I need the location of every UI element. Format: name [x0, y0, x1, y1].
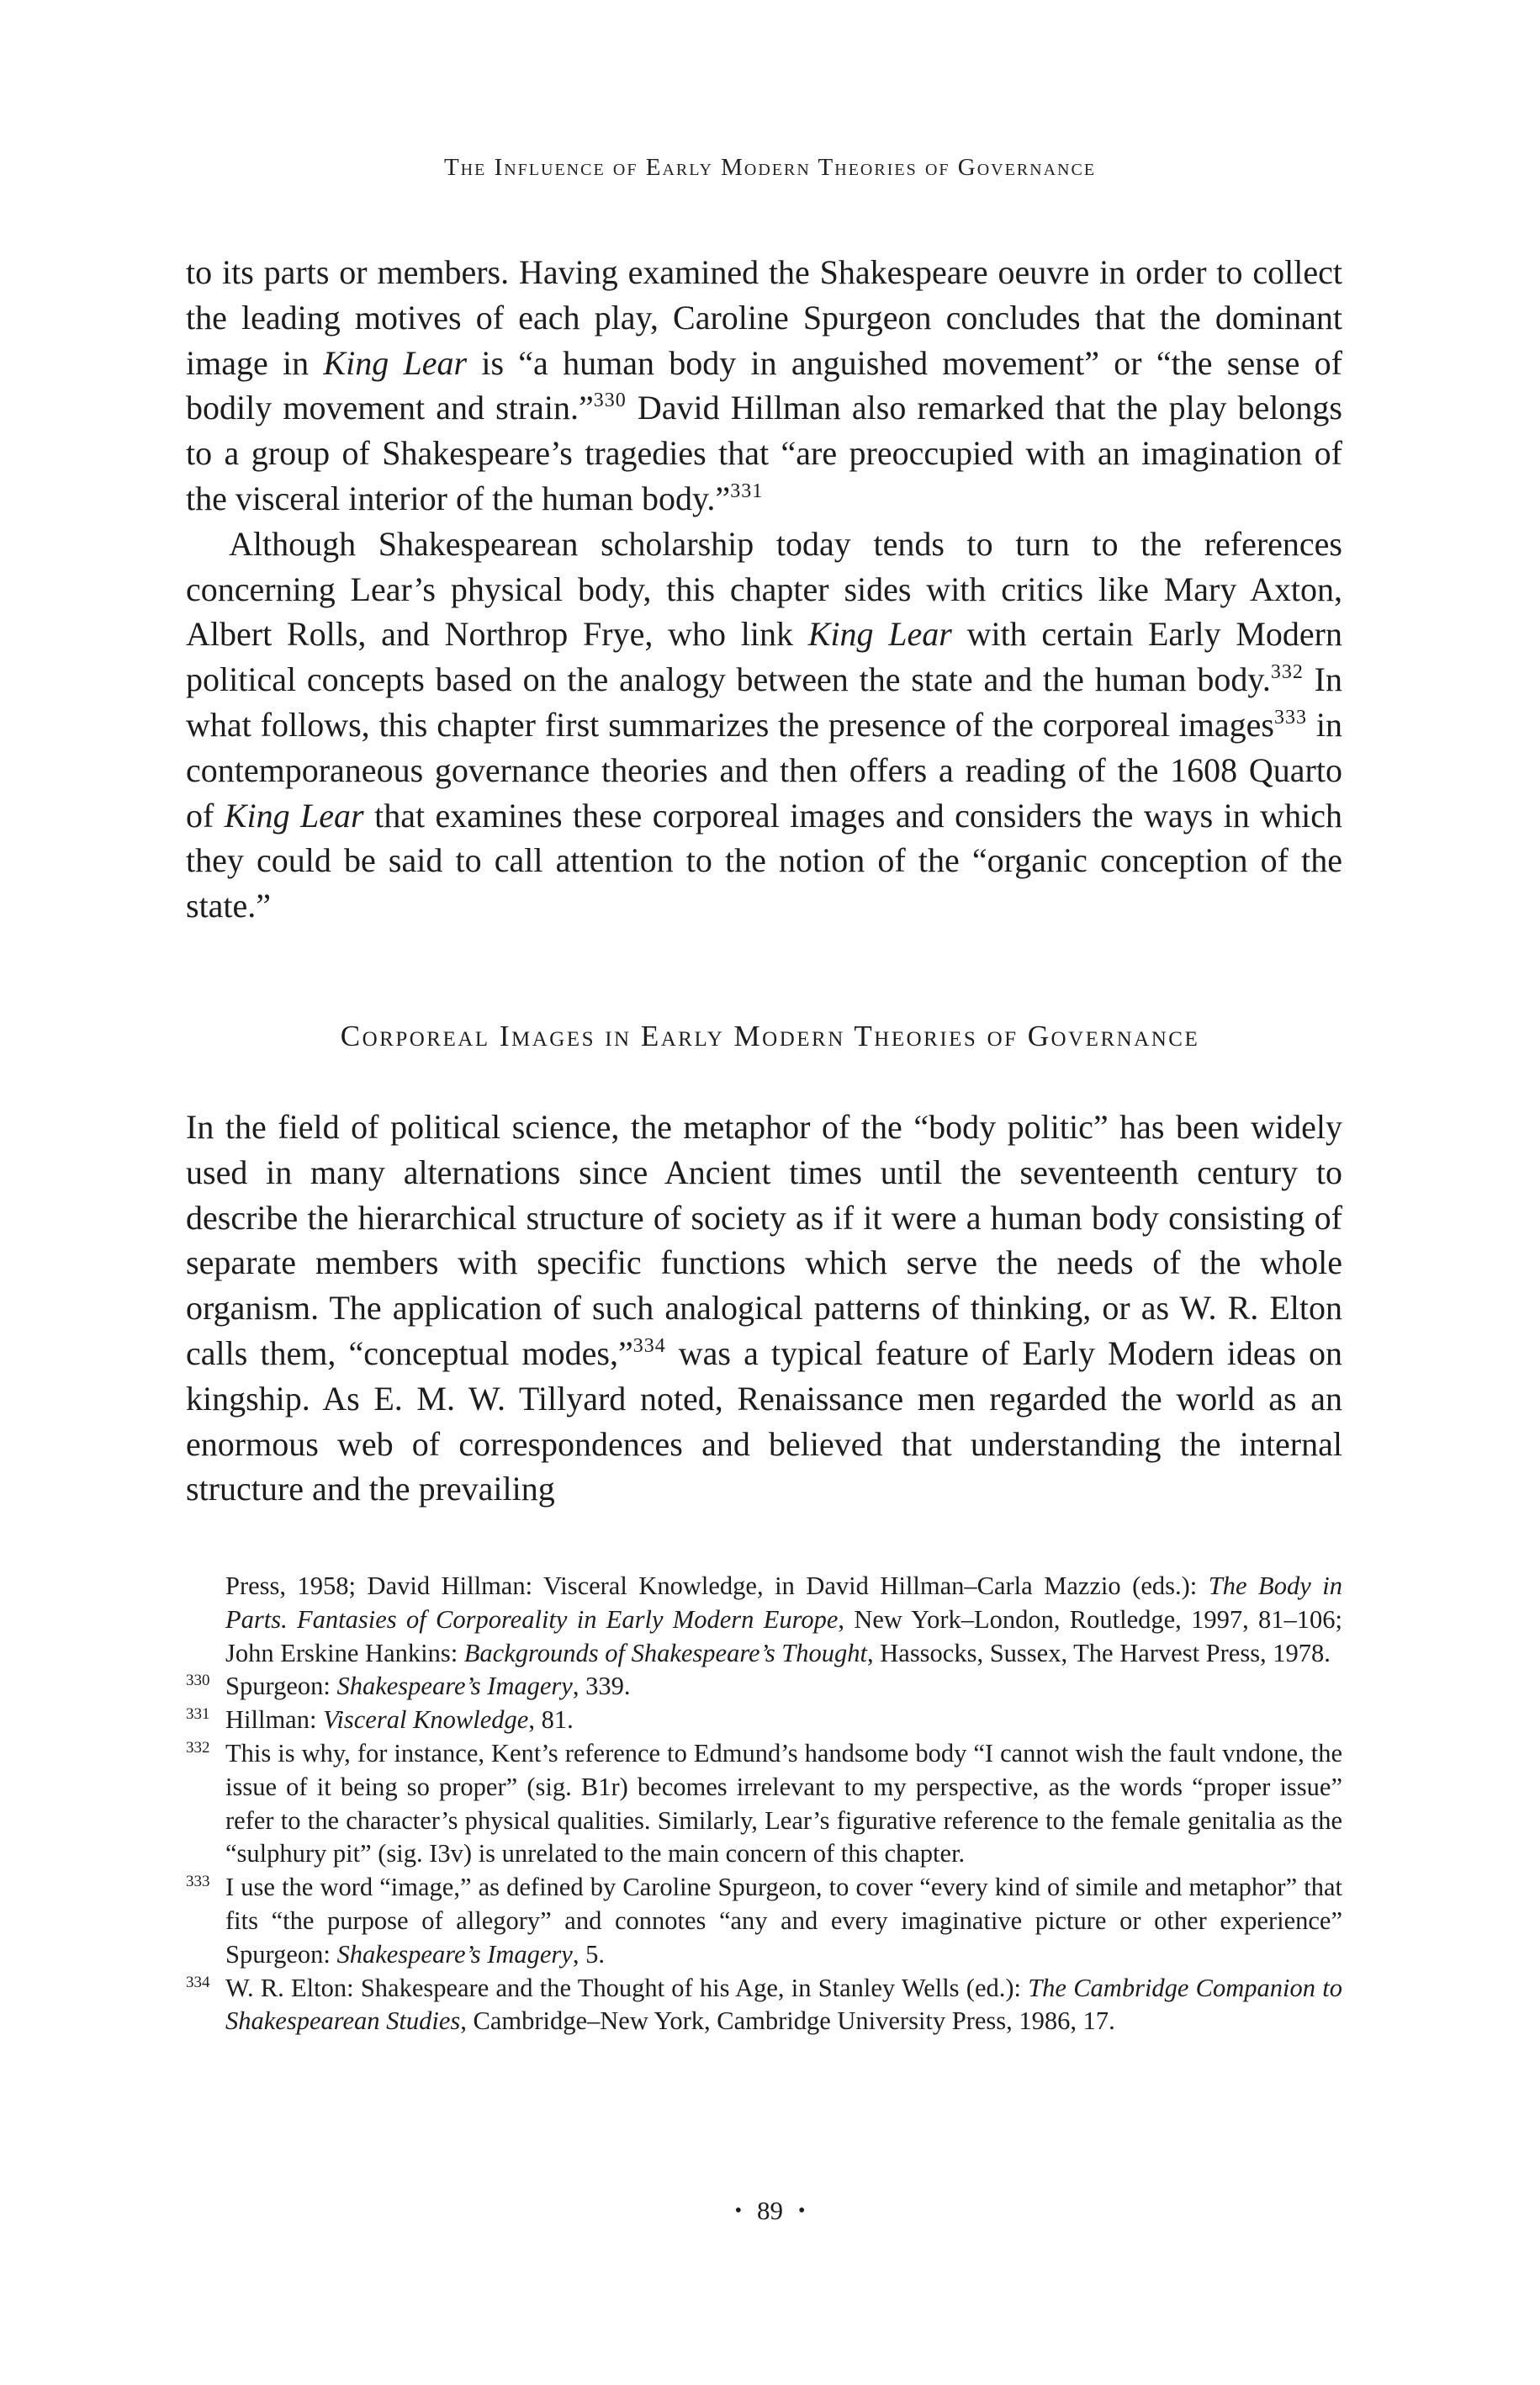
footnote	[186, 1737, 1342, 1871]
italic-title: Shakespeare’s Imagery	[336, 1672, 573, 1701]
text-run: that examines these corporeal images and considers the ways in which they could be said to call attention to the notion of the “organic conception of the state.”	[186, 796, 1343, 925]
italic-title: Shakespeare’s Imagery	[336, 1939, 573, 1969]
footnote	[186, 1570, 1342, 1670]
body-text-section	[186, 1105, 1342, 1512]
footnotes	[186, 1570, 1342, 2038]
text-run: , 5.	[572, 1939, 605, 1969]
text-run: Press, 1958; David Hillman: Visceral Knowledge, in David Hillman–Carla Mazzio (eds.):	[225, 1571, 1209, 1600]
footnote-number: 331	[186, 1705, 210, 1724]
body-text-top	[186, 250, 1342, 929]
text-run: , New York–London, Routledge, 1997, 81–106; John Erskine Hankins:	[225, 1604, 1343, 1667]
text-run: in contemporaneous governance theories and then offers a reading of the 1608 Quarto of	[186, 705, 1342, 835]
text-run: In what follows, this chapter first summarizes the presence of the corporeal images	[186, 660, 1342, 744]
footnote	[186, 1670, 1342, 1704]
text-run: This is why, for instance, Kent’s reference to Edmund’s handsome body “I cannot wish the fault vndone, the issue of it being so proper” (sig. B1r) becomes irrelevant to my perspective, as the words “proper issue” refer to the character’s physical qualities. Similarly, Lear’s figurative reference to the female genitalia as the “sulphury pit” (sig. I3v) is unrelated to the main concern of this chapter.	[225, 1738, 1342, 1868]
footnote	[186, 1704, 1342, 1737]
page-number: 89	[757, 2196, 783, 2225]
section-heading: Corporeal Images in Early Modern Theories of Governance	[340, 1020, 1200, 1052]
text-run: David Hillman also remarked that the play belongs to a group of Shakespeare’s tragedies that “are preoccupied with an imagination of the visceral interior of the human body.”	[186, 389, 1342, 517]
italic-title: The Cambridge Companion to Shakespearean Studies	[225, 1973, 1342, 2036]
italic-title: Visceral Knowledge	[323, 1705, 529, 1735]
text-run: Hillman:	[225, 1705, 324, 1735]
paragraph	[186, 522, 1342, 929]
text-run: In the field of political science, the metaphor of the “body politic” has been widely used in many alternations since Ancient times until the seventeenth century to describe the hierarchical structure of society as if it were a human body consisting of separate members with specific functions which serve the needs of the whole organism. The application of such analogical patterns of thinking, or as W. R. Elton calls them, “conceptual modes,”	[186, 1108, 1342, 1372]
paragraph	[186, 1105, 1342, 1512]
italic-title: Backgrounds of Shakespeare’s Thought	[463, 1638, 867, 1667]
italic-title: King Lear	[807, 615, 952, 654]
text-run: W. R. Elton: Shakespeare and the Thought of his Age, in Stanley Wells (ed.):	[225, 1973, 1029, 2002]
italic-title: King Lear	[323, 343, 468, 382]
italic-title: King Lear	[224, 796, 364, 835]
page-number-line	[0, 2196, 1540, 2226]
footnote-number: 333	[186, 1873, 210, 1891]
footnote-ref: 330	[593, 390, 627, 412]
footnote-ref: 331	[730, 480, 764, 502]
footnote	[186, 1871, 1342, 1971]
footnote	[186, 1972, 1342, 2039]
text-run: , 81.	[528, 1705, 574, 1735]
text-run: is “a human body in anguished movement” or “the sense of bodily movement and strain.”	[186, 343, 1343, 427]
text-run: , Cambridge–New York, Cambridge University Press, 1986, 17.	[460, 2006, 1115, 2036]
text-run: Spurgeon:	[225, 1672, 337, 1701]
text-run: Although Shakespearean scholarship today tends to turn to the references concerning Lear’s physical body, this chapter sides with critics like Mary Axton, Albert Rolls, and Northrop Frye, who link	[186, 524, 1342, 654]
text-run: , Hassocks, Sussex, The Harvest Press, 1978.	[867, 1638, 1331, 1667]
footnote-ref: 333	[1273, 706, 1307, 729]
running-head: The Influence of Early Modern Theories of Governance	[443, 154, 1097, 181]
text-run: with certain Early Modern political concepts based on the analogy between the state and the human body.	[186, 615, 1342, 699]
italic-title: The Body in Parts. Fantasies of Corporeality in Early Modern Europe	[225, 1571, 1342, 1634]
footnote-ref: 334	[632, 1334, 666, 1357]
footnote-number: 334	[186, 1973, 210, 1991]
ornament-left: •	[734, 2200, 742, 2222]
paragraph	[186, 250, 1342, 522]
text-run: was a typical feature of Early Modern ideas on kingship. As E. M. W. Tillyard noted, Renaissance men regarded the world as an enormous web of correspondences and believed that understanding the internal structure and the prevailing	[186, 1333, 1342, 1508]
ornament-right: •	[798, 2200, 806, 2222]
footnote-number: 330	[186, 1672, 210, 1690]
text-run: , 339.	[572, 1672, 631, 1701]
footnote-number: 332	[186, 1738, 210, 1757]
text-run: I use the word “image,” as defined by Caroline Spurgeon, to cover “every kind of simile and metaphor” that fits “the purpose of allegory” and connotes “any and every imaginative picture or other experience” Spurgeon:	[225, 1873, 1342, 1969]
text-run: to its parts or members. Having examined the Shakespeare oeuvre in order to collect the leading motives of each play, Caroline Spurgeon concludes that the dominant image in	[186, 253, 1342, 382]
footnote-ref: 332	[1270, 661, 1304, 684]
